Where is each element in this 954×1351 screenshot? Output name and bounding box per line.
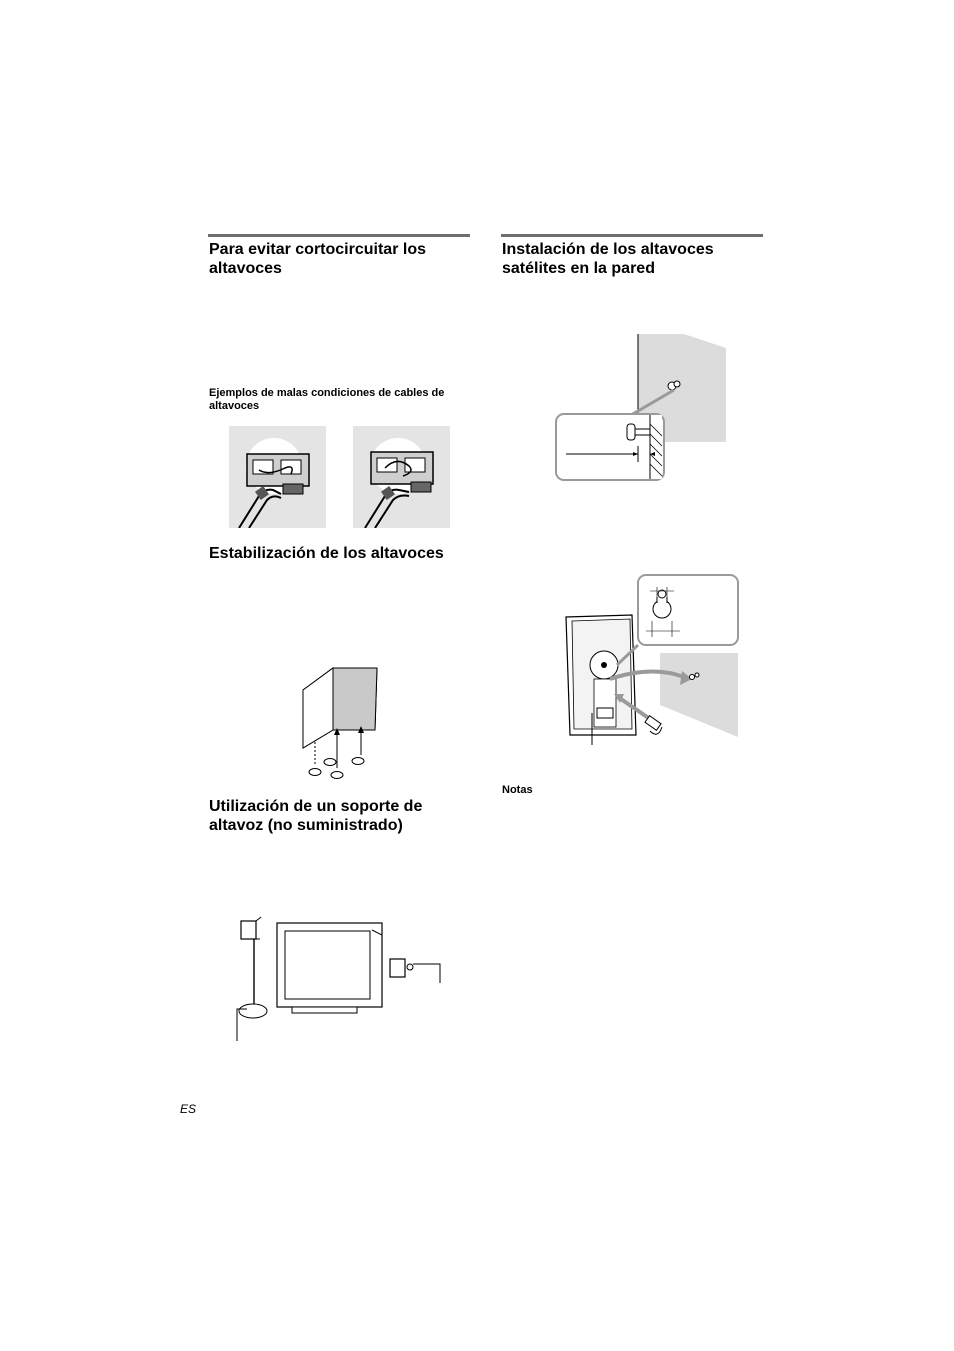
page-language-marker: ES (180, 1102, 197, 1116)
speaker-stand-tv-figure (232, 915, 447, 1045)
section-rule-wall-mount (501, 234, 763, 237)
heading-wall-mount: Instalación de los altavoces satélites en la pared (502, 241, 714, 277)
heading-speaker-stand: Utilización de un soporte de altavoz (no suministrado) (209, 798, 423, 834)
bad-cable-figure-1 (229, 426, 326, 528)
heading-short-circuit: Para evitar cortocircuitar los altavoces (209, 241, 426, 277)
keyhole-mount-figure (562, 573, 742, 745)
section-rule-short-circuit (208, 234, 470, 237)
speaker-feet-figure (295, 660, 385, 782)
notes-label: Notas (502, 784, 533, 796)
wall-screw-figure (554, 334, 726, 482)
subheading-bad-cable-examples: Ejemplos de malas condiciones de cables de altavoces (209, 387, 445, 412)
bad-cable-figure-2 (353, 426, 450, 528)
heading-stabilization: Estabilización de los altavoces (209, 545, 444, 562)
